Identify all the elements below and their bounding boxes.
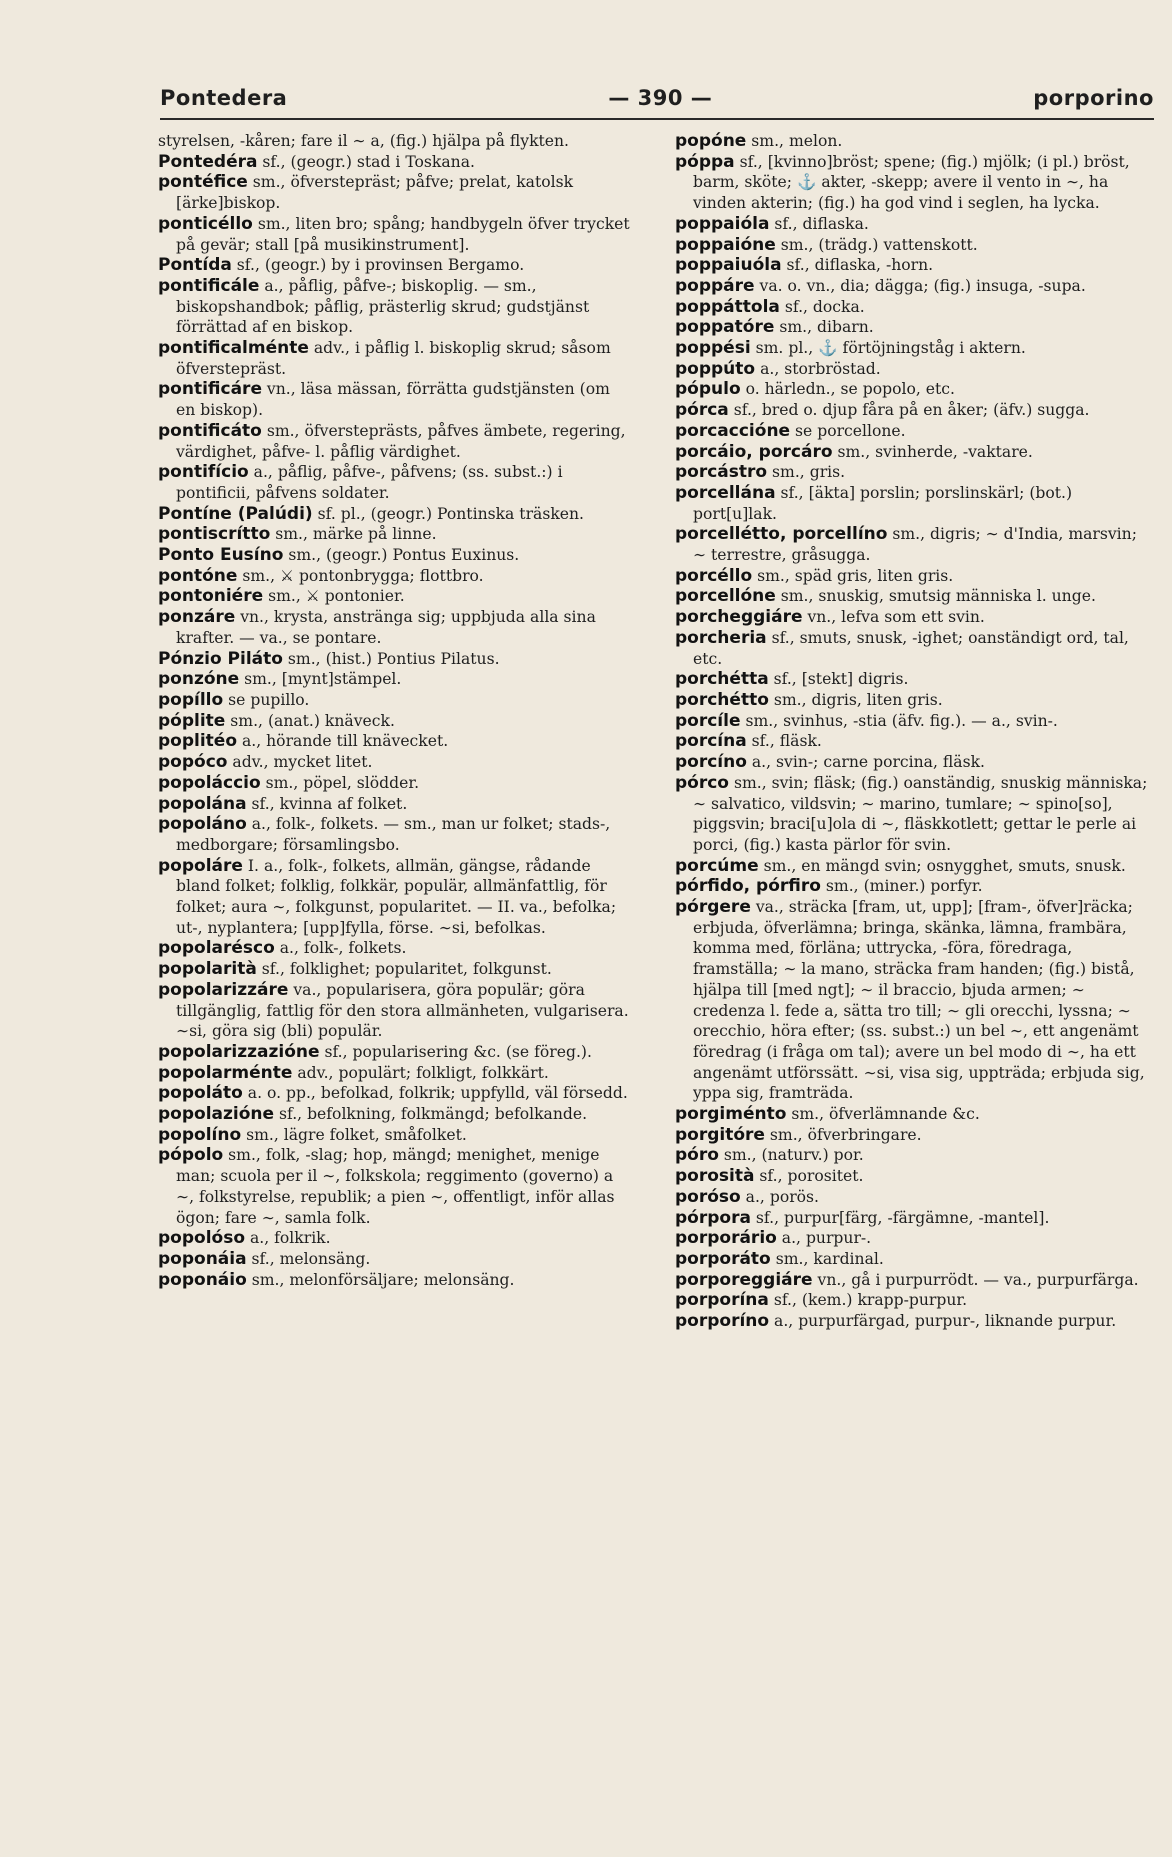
dictionary-entry — [675, 1187, 1151, 1208]
entry-headword: porcellétto, porcellíno — [675, 524, 888, 545]
entry-definition: a., porös. — [740, 1187, 820, 1206]
entry-definition: a. o. pp., befolkad, folkrik; uppfylld, väl försedd. — [242, 1084, 628, 1103]
entry-definition: sm., liten bro; spång; handbygeln öfver trycket på gevär; stall [på musikinstrument]. — [176, 214, 630, 254]
entry-definition: sm., svin; fläsk; (fig.) oanständig, snuskig människa; ∼ salvatico, vildsvin; ∼ marino, tumlare; ∼ spino[so], piggsvin; braci[u]ola di ∼, fläskkotlett; gettar le perle ai porci, (fig.) kasta pärlor för svin. — [693, 773, 1148, 854]
entry-definition: sm., späd gris, liten gris. — [752, 566, 954, 585]
dictionary-entry — [675, 1290, 1151, 1311]
entry-headword: porcástro — [675, 462, 768, 483]
entry-definition: sf., melonsäng. — [246, 1249, 371, 1268]
entry-headword: Pónzio Piláto — [158, 648, 283, 669]
entry-definition: sm., (geogr.) Pontus Euxinus. — [283, 546, 520, 565]
entry-headword: pontifício — [158, 462, 249, 483]
entry-headword: porporáto — [675, 1248, 771, 1269]
entry-definition: sf., fläsk. — [746, 732, 822, 751]
entry-headword: pórpora — [675, 1207, 751, 1228]
entry-headword: popoláccio — [158, 772, 261, 793]
entry-headword: porgitóre — [675, 1124, 765, 1145]
entry-definition: sm., digris; ∼ d'India, marsvin; ∼ terrestre, gråsugga. — [693, 525, 1137, 565]
entry-definition: sm., digris, liten gris. — [768, 690, 943, 709]
entry-definition: sm., pöpel, slödder. — [260, 773, 420, 792]
dictionary-entry — [675, 338, 1151, 359]
entry-definition: sm., svinherde, -vaktare. — [832, 442, 1033, 461]
dictionary-entry — [675, 1125, 1151, 1146]
dictionary-entry — [675, 255, 1151, 276]
entry-headword: poróso — [675, 1186, 741, 1207]
entry-headword: Ponto Eusíno — [158, 545, 284, 566]
entry-headword: póplite — [158, 710, 226, 731]
entry-headword: pontóne — [158, 565, 238, 586]
dictionary-entry — [158, 649, 634, 670]
entry-definition: va., sträcka [fram, ut, upp]; [fram-, öfver]räcka; erbjuda, öfverlämna; bringa, skänka, lämna, frambära, komma med, förläna; uttrycka, -föra, föredraga, framställa; ∼ la mano, sträcka fram handen; (fig.) bistå, hjälpa till [med ngt]; ∼ il braccio, bjuda armen; ∼ credenza l. fede a, sätta tro till; ∼ gli orecchi, lyssna; ∼ orecchio, höra efter; (ss. subst.:) un bel ∼, ett angenämt föredrag (i fråga om tal); avere un bel modo di ∼, ha ett angenämt utförssätt. ∼si, visa sig, uppträda; erbjuda sig, yppa sig, framträda. — [693, 898, 1145, 1103]
dictionary-entry — [158, 152, 634, 173]
entry-headword: porporário — [675, 1228, 777, 1249]
entry-headword: porcíle — [675, 710, 741, 731]
entry-headword: poplitéo — [158, 731, 238, 752]
dictionary-entry — [675, 669, 1151, 690]
dictionary-entry — [675, 276, 1151, 297]
entry-definition: sf., [kvinno]bröst; spene; (fig.) mjölk; (i pl.) bröst, barm, sköte; ⚓ akter, -skepp; avere il vento in ∼, ha vinden akterin; (fig.) ha god vind i seglen, ha lycka. — [693, 152, 1130, 213]
entry-definition: sf., docka. — [779, 297, 865, 316]
entry-headword: pontificále — [158, 275, 260, 296]
entry-definition: sm., märke på linne. — [270, 525, 437, 544]
entry-definition: sm., öfverbringare. — [764, 1125, 922, 1144]
dictionary-entry — [158, 172, 634, 213]
entry-definition: sf., folklighet; popularitet, folkgunst. — [256, 960, 552, 979]
dictionary-entry — [158, 379, 634, 420]
dictionary-entry — [158, 690, 634, 711]
entry-headword: popolána — [158, 793, 247, 814]
entry-headword: porcheria — [675, 627, 767, 648]
dictionary-entry — [158, 773, 634, 794]
dictionary-entry — [675, 1104, 1151, 1125]
dictionary-entry — [675, 400, 1151, 421]
entry-headword: porosità — [675, 1166, 755, 1187]
entry-definition: sf., popularisering &c. (se föreg.). — [319, 1042, 592, 1061]
entry-definition: sm., snuskig, smutsig människa l. unge. — [775, 587, 1096, 606]
entry-definition: sf., smuts, snusk, -ighet; oanständigt ord, tal, etc. — [693, 628, 1129, 668]
left-column — [158, 131, 634, 1290]
entry-definition: sm., melonförsäljare; melonsäng. — [246, 1270, 515, 1289]
dictionary-entry — [158, 338, 634, 379]
entry-headword: porcíno — [675, 752, 747, 773]
entry-headword: porcáio, porcáro — [675, 441, 833, 462]
entry-headword: poppatóre — [675, 317, 775, 338]
entry-definition: sf., [stekt] digris. — [768, 670, 909, 689]
dictionary-entry — [158, 856, 634, 939]
dictionary-entry — [158, 1249, 634, 1270]
page-number: — 390 — — [608, 86, 713, 110]
entry-headword: poppáre — [675, 275, 755, 296]
entry-headword: popolarizzáre — [158, 979, 289, 1000]
entry-definition: sf., (kem.) krapp-purpur. — [768, 1291, 968, 1310]
dictionary-entry — [158, 131, 634, 152]
entry-headword: popolarizzazióne — [158, 1041, 320, 1062]
entry-definition: sm., (miner.) porfyr. — [820, 877, 983, 896]
entry-definition: vn., gå i purpurrödt. — va., purpurfärga. — [812, 1270, 1139, 1289]
entry-headword: pórgere — [675, 897, 751, 918]
entry-headword: Pontedéra — [158, 151, 258, 172]
entry-definition: a., purpur-. — [776, 1229, 872, 1248]
running-header — [160, 78, 1154, 118]
dictionary-entry — [675, 1249, 1151, 1270]
entry-headword: porporíno — [675, 1311, 770, 1332]
dictionary-entry — [675, 1145, 1151, 1166]
entry-headword: popolazióne — [158, 1104, 275, 1125]
entry-headword: pontiscrítto — [158, 524, 271, 545]
dictionary-entry — [158, 669, 634, 690]
dictionary-entry — [158, 1145, 634, 1228]
dictionary-entry — [158, 1083, 634, 1104]
entry-definition: se pupillo. — [223, 690, 310, 709]
entry-definition: a., påflig, påfve-, påfvens; (ss. subst.:) i pontificii, påfvens soldater. — [176, 463, 563, 502]
entry-headword: porcellóne — [675, 586, 776, 607]
entry-definition: sm., dibarn. — [774, 318, 874, 337]
entry-definition: adv., mycket litet. — [227, 753, 373, 772]
dictionary-entry — [158, 959, 634, 980]
entry-definition: sm., folk, -slag; hop, mängd; menighet, menige man; scuola per il ∼, folkskola; reggimento (governo) a ∼, folkstyrelse, republik; a pien ∼, offentligt, inför allas ögon; fare ∼, samla folk. — [176, 1146, 615, 1227]
dictionary-entry — [675, 773, 1151, 856]
entry-definition: sf., porositet. — [754, 1167, 864, 1186]
entry-definition: sf., (geogr.) stad i Toskana. — [257, 152, 475, 171]
entry-definition: a., hörande till knävecket. — [237, 732, 449, 751]
entry-headword: pópolo — [158, 1145, 224, 1166]
dictionary-entry — [675, 1311, 1151, 1332]
entry-headword: pontoniére — [158, 586, 264, 607]
entry-headword: porcheggiáre — [675, 607, 803, 628]
entry-headword: porcellána — [675, 482, 776, 503]
entry-definition: sm., öfversteprästs, påfves ämbete, regering, värdighet, påfve- l. påflig värdighet. — [176, 421, 626, 461]
entry-headword: pontificáto — [158, 420, 262, 441]
entry-definition: va., popularisera, göra populär; göra tillgänglig, fattlig för den stora allmänheten, vulgarisera. ∼si, göra sig (bli) populär. — [176, 980, 629, 1041]
dictionary-entry — [675, 607, 1151, 628]
dictionary-entry — [675, 235, 1151, 256]
entry-headword: popolarità — [158, 959, 257, 980]
entry-headword: poppaióne — [675, 234, 776, 255]
entry-headword: poppúto — [675, 358, 756, 379]
entry-definition: sf., bred o. djup fåra på en åker; (äfv.) sugga. — [728, 401, 1090, 420]
dictionary-entry — [675, 421, 1151, 442]
entry-headword: poppaiuóla — [675, 255, 782, 276]
dictionary-entry — [158, 214, 634, 255]
entry-headword: poppáttola — [675, 296, 780, 317]
dictionary-entry — [158, 586, 634, 607]
entry-headword: ponzáre — [158, 607, 236, 628]
entry-definition: a., påflig, påfve-; biskoplig. — sm., biskopshandbok; påflig, prästerlig skrud; gudstjänst förrättad af en biskop. — [176, 276, 590, 337]
entry-headword: poppaióla — [675, 213, 770, 234]
entry-definition: sm. pl., ⚓ förtöjningståg i aktern. — [750, 339, 1026, 358]
entry-definition: sm., en mängd svin; osnygghet, smuts, snusk. — [758, 856, 1126, 875]
right-column — [675, 131, 1151, 1332]
entry-definition: sm., (anat.) knäveck. — [225, 711, 395, 730]
entry-definition: sf., kvinna af folket. — [246, 794, 408, 813]
dictionary-entry — [158, 814, 634, 855]
dictionary-entry — [158, 1125, 634, 1146]
dictionary-entry — [158, 731, 634, 752]
dictionary-entry — [675, 152, 1151, 214]
dictionary-entry — [158, 462, 634, 503]
entry-definition: vn., läsa mässan, förrätta gudstjänsten (om en biskop). — [176, 380, 610, 420]
entry-headword: porchétto — [675, 689, 769, 710]
entry-headword: popoláto — [158, 1083, 243, 1104]
entry-headword: porcéllo — [675, 565, 753, 586]
entry-definition: styrelsen, -kåren; fare il ∼ a, (fig.) hjälpa på flykten. — [158, 132, 570, 150]
entry-definition: sf., diflaska. — [769, 214, 869, 233]
entry-headword: pórca — [675, 400, 729, 421]
dictionary-entry — [158, 752, 634, 773]
dictionary-entry — [158, 1042, 634, 1063]
dictionary-entry — [675, 462, 1151, 483]
header-rule — [160, 118, 1154, 120]
dictionary-entry — [158, 504, 634, 525]
dictionary-entry — [675, 1228, 1151, 1249]
dictionary-entry — [675, 297, 1151, 318]
entry-definition: sm., öfverstepräst; påfve; prelat, katolsk [ärke]biskop. — [176, 173, 574, 213]
entry-definition: sf. pl., (geogr.) Pontinska träsken. — [312, 504, 585, 523]
dictionary-entry — [675, 752, 1151, 773]
entry-headword: pópulo — [675, 379, 741, 400]
entry-headword: popolarménte — [158, 1062, 293, 1083]
entry-headword: pórco — [675, 772, 729, 793]
entry-headword: ponticéllo — [158, 213, 253, 234]
entry-definition: sm., ⚔ pontonier. — [263, 587, 405, 606]
dictionary-entry — [158, 1104, 634, 1125]
entry-headword: porporeggiáre — [675, 1269, 813, 1290]
dictionary-entry — [158, 545, 634, 566]
dictionary-entry — [158, 421, 634, 462]
dictionary-entry — [158, 255, 634, 276]
entry-headword: popoláre — [158, 855, 243, 876]
entry-definition: sm., (trädg.) vattenskott. — [775, 235, 978, 254]
header-first-word: Pontedera — [160, 86, 288, 110]
entry-definition: se porcellone. — [790, 421, 906, 440]
dictionary-entry — [675, 1208, 1151, 1229]
entry-definition: adv., i påflig l. biskoplig skrud; såsom öfverstepräst. — [176, 339, 611, 378]
dictionary-entry — [675, 442, 1151, 463]
entry-headword: Pontída — [158, 255, 232, 276]
entry-headword: porcína — [675, 731, 747, 752]
dictionary-entry — [158, 524, 634, 545]
entry-headword: popolíno — [158, 1124, 242, 1145]
dictionary-entry — [675, 1166, 1151, 1187]
dictionary-entry — [158, 1270, 634, 1291]
entry-headword: porgiménto — [675, 1104, 787, 1125]
entry-headword: popóne — [675, 131, 747, 151]
entry-definition: I. a., folk-, folkets, allmän, gängse, rådande bland folket; folklig, folkkär, populär, allmänfattlig, för folket; aura ∼, folkgunst, popularitet. — II. va., befolka; ut-, nyplantera; [upp]fylla, förse. ∼si, befolkas. — [176, 856, 617, 937]
entry-definition: sm., ⚔ pontonbrygga; flottbro. — [237, 566, 484, 585]
entry-definition: sm., öfverlämnande &c. — [786, 1105, 980, 1124]
dictionary-entry — [675, 1270, 1151, 1291]
entry-definition: sm., [mynt]stämpel. — [239, 670, 402, 689]
entry-definition: sf., diflaska, -horn. — [781, 256, 934, 275]
dictionary-entry — [675, 628, 1151, 669]
entry-definition: a., purpurfärgad, purpur-, liknande purpur. — [769, 1312, 1117, 1331]
dictionary-entry — [158, 938, 634, 959]
entry-headword: póppa — [675, 151, 735, 172]
entry-headword: porcúme — [675, 855, 759, 876]
entry-definition: sm., (naturv.) por. — [718, 1146, 864, 1165]
entry-definition: a., svin-; carne porcina, fläsk. — [746, 753, 985, 772]
entry-headword: pontificalménte — [158, 338, 309, 359]
dictionary-entry — [675, 876, 1151, 897]
dictionary-entry — [675, 586, 1151, 607]
entry-definition: sf., [äkta] porslin; porslinskärl; (bot.) port[u]lak. — [693, 483, 1073, 523]
dictionary-entry — [158, 1063, 634, 1084]
dictionary-entry — [158, 566, 634, 587]
dictionary-entry — [158, 980, 634, 1042]
dictionary-entry — [675, 131, 1151, 152]
entry-definition: o. härledn., se popolo, etc. — [740, 380, 955, 399]
entry-definition: sf., (geogr.) by i provinsen Bergamo. — [231, 256, 525, 275]
header-last-word: porporino — [1033, 86, 1154, 110]
entry-headword: Pontíne (Palúdi) — [158, 503, 313, 524]
entry-definition: sm., gris. — [767, 463, 846, 482]
dictionary-entry — [675, 690, 1151, 711]
dictionary-entry — [675, 711, 1151, 732]
entry-headword: porcaccióne — [675, 420, 791, 441]
dictionary-entry — [675, 214, 1151, 235]
entry-definition: vn., krysta, anstränga sig; uppbjuda alla sina krafter. — va., se pontare. — [176, 608, 596, 647]
entry-headword: poponáio — [158, 1269, 247, 1290]
entry-headword: popíllo — [158, 689, 224, 710]
entry-definition: sf., befolkning, folkmängd; befolkande. — [274, 1105, 588, 1124]
dictionary-entry — [675, 731, 1151, 752]
dictionary-entry — [675, 524, 1151, 565]
entry-headword: porporína — [675, 1290, 769, 1311]
entry-definition: sm., kardinal. — [770, 1249, 884, 1268]
dictionary-entry — [158, 607, 634, 648]
dictionary-entry — [675, 897, 1151, 1104]
entry-definition: a., folk-, folkets. — sm., man ur folket; stads-, medborgare; församlingsbo. — [176, 815, 611, 854]
dictionary-entry — [158, 276, 634, 338]
entry-definition: a., folk-, folkets. — [274, 939, 407, 958]
dictionary-entry — [158, 711, 634, 732]
entry-definition: vn., lefva som ett svin. — [802, 608, 985, 627]
dictionary-entry — [675, 856, 1151, 877]
entry-headword: popolóso — [158, 1228, 246, 1249]
dictionary-entry — [675, 359, 1151, 380]
entry-headword: popóco — [158, 752, 228, 773]
dictionary-entry — [675, 483, 1151, 524]
dictionary-entry — [158, 794, 634, 815]
entry-definition: sm., (hist.) Pontius Pilatus. — [282, 649, 500, 668]
entry-headword: ponzóne — [158, 669, 240, 690]
entry-definition: sm., svinhus, -stia (äfv. fig.). — a., svin-. — [740, 711, 1058, 730]
entry-headword: póro — [675, 1145, 719, 1166]
entry-definition: adv., populärt; folkligt, folkkärt. — [292, 1063, 549, 1082]
entry-headword: pontificáre — [158, 379, 262, 400]
entry-definition: a., storbröstad. — [755, 359, 881, 378]
entry-definition: sf., purpur[färg, -färgämne, -mantel]. — [750, 1208, 1050, 1227]
dictionary-entry — [158, 1228, 634, 1249]
entry-definition: sm., lägre folket, småfolket. — [241, 1125, 467, 1144]
entry-headword: pontéfice — [158, 172, 248, 193]
entry-headword: popolarésco — [158, 938, 275, 959]
entry-headword: popoláno — [158, 814, 247, 835]
dictionary-entry — [675, 566, 1151, 587]
entry-definition: va. o. vn., dia; dägga; (fig.) insuga, -supa. — [754, 276, 1086, 295]
entry-headword: pórfido, pórfiro — [675, 876, 821, 897]
entry-definition: a., folkrik. — [245, 1229, 331, 1248]
entry-headword: poponáia — [158, 1248, 247, 1269]
dictionary-entry — [675, 379, 1151, 400]
entry-definition: sm., melon. — [746, 132, 843, 150]
dictionary-entry — [675, 317, 1151, 338]
entry-headword: poppési — [675, 338, 751, 359]
entry-headword: porchétta — [675, 669, 769, 690]
